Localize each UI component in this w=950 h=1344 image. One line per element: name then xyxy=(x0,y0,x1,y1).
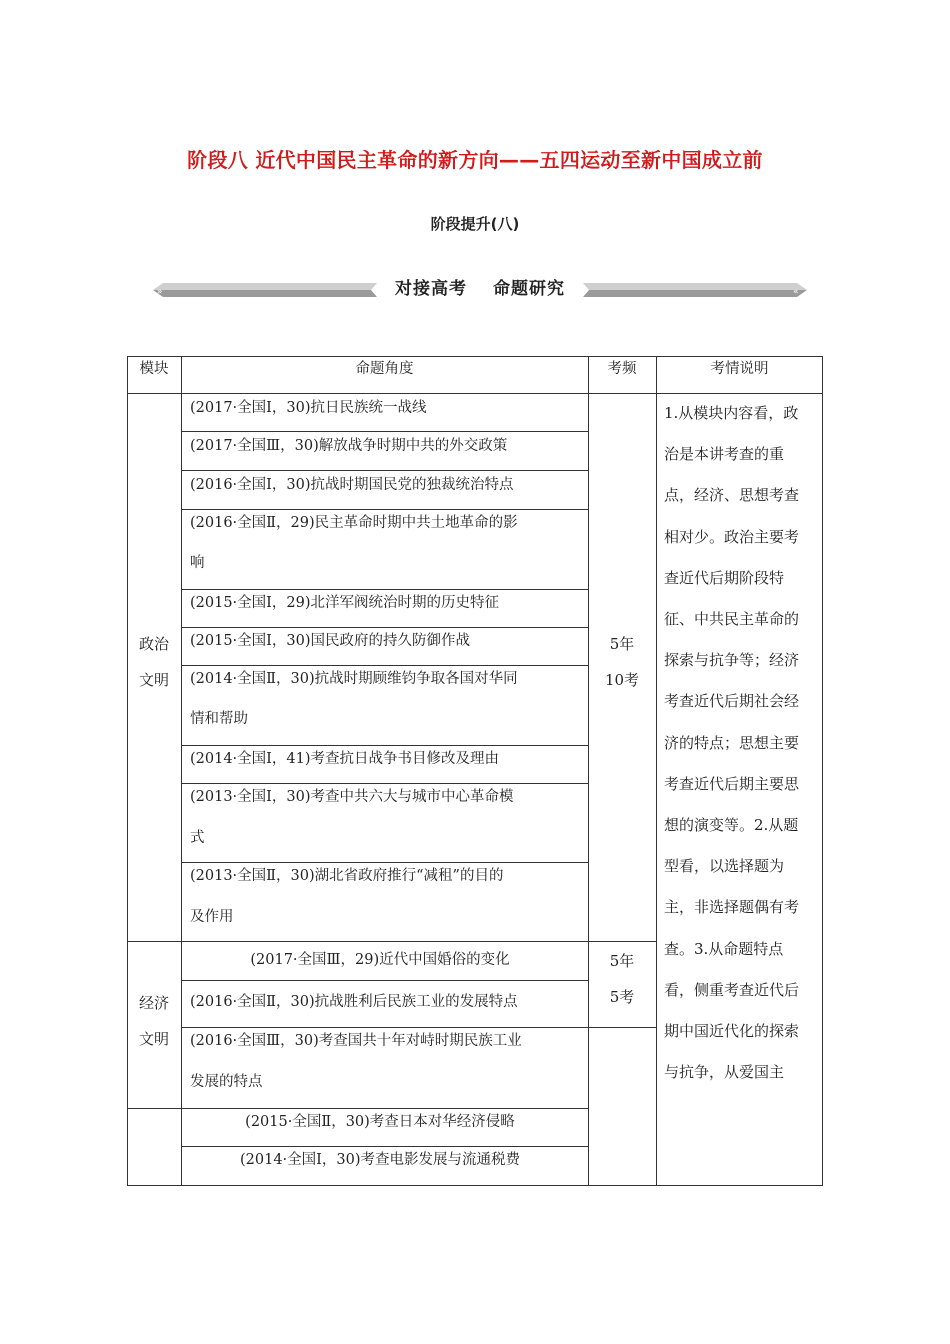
table-row: 情和帮助 xyxy=(190,711,248,727)
table-row: (2016·全国Ⅰ，30)抗战时期国民党的独裁统治特点 xyxy=(190,477,514,493)
table-row: (2015·全国Ⅱ，30)考查日本对华经济侵略 xyxy=(245,1114,515,1130)
explanation-text: 1.从模块内容看，政治是本讲考查的重点，经济、思想考查相对少。政治主要考查近代后期阶段特征、中共民主革命的探索与抗争等；经济考查近代后期社会经济的特点；思想主要考查近代后期主要思想的演变等。2.从题型看，以选择题为主，非选择题偶有考查。3.从命题特点看，侧重考查近代后期中国近代化的探索与抗争，从爱国主 xyxy=(664,404,800,1082)
section-banner xyxy=(145,270,815,310)
table-row: 响 xyxy=(190,555,205,571)
svg-text:«: « xyxy=(793,287,799,297)
table-row: (2014·全国Ⅰ，41)考查抗日战争书目修改及理由 xyxy=(190,751,500,767)
module-political-line2: 文明 xyxy=(138,671,169,689)
table-row: (2015·全国Ⅰ，29)北洋军阀统治时期的历史特征 xyxy=(190,595,500,611)
table-row: (2016·全国Ⅱ，30)抗战胜利后民族工业的发展特点 xyxy=(190,994,518,1010)
table-row: (2017·全国Ⅲ，30)解放战争时期中共的外交政策 xyxy=(190,438,508,454)
table-row: (2016·全国Ⅲ，30)考查国共十年对峙时期民族工业 xyxy=(190,1033,522,1049)
page-subtitle: 阶段提升(八) xyxy=(430,215,520,233)
freq-economic-line2: 5考 xyxy=(609,988,635,1006)
table-row: (2013·全国Ⅰ，30)考查中共六大与城市中心革命模 xyxy=(190,789,514,805)
module-political-line1: 政治 xyxy=(138,635,169,653)
module-economic-line2: 文明 xyxy=(138,1030,169,1048)
freq-economic-line1: 5年 xyxy=(609,952,635,970)
table-row: (2016·全国Ⅱ，29)民主革命时期中共土地革命的影 xyxy=(190,515,518,531)
table-row: (2014·全国Ⅱ，30)抗战时期顾维钧争取各国对华同 xyxy=(190,671,518,687)
header-angle: 命题角度 xyxy=(355,361,414,377)
table-row: (2017·全国Ⅲ，29)近代中国婚俗的变化 xyxy=(250,952,510,968)
freq-political-line2: 10考 xyxy=(604,671,640,689)
header-frequency: 考频 xyxy=(607,361,637,377)
freq-political-line1: 5年 xyxy=(609,635,635,653)
table-row: 式 xyxy=(190,830,205,846)
banner-right-text: 命题研究 xyxy=(493,279,565,299)
module-economic-line1: 经济 xyxy=(138,994,169,1012)
svg-text:»: » xyxy=(157,287,163,297)
table-row: (2014·全国Ⅰ，30)考查电影发展与流通税费 xyxy=(239,1152,520,1168)
banner-left-text: 对接高考 xyxy=(395,279,467,299)
table-row: 及作用 xyxy=(190,909,234,925)
table-row: 发展的特点 xyxy=(190,1074,263,1090)
page-title: 阶段八 近代中国民主革命的新方向——五四运动至新中国成立前 xyxy=(187,148,763,172)
table-row: (2017·全国Ⅰ，30)抗日民族统一战线 xyxy=(190,400,427,416)
header-explanation: 考情说明 xyxy=(710,361,769,377)
table-row: (2015·全国Ⅰ，30)国民政府的持久防御作战 xyxy=(190,633,471,649)
table-row: (2013·全国Ⅱ，30)湖北省政府推行“减租”的目的 xyxy=(190,868,504,884)
header-module: 模块 xyxy=(139,361,169,377)
banner-title xyxy=(145,274,815,299)
